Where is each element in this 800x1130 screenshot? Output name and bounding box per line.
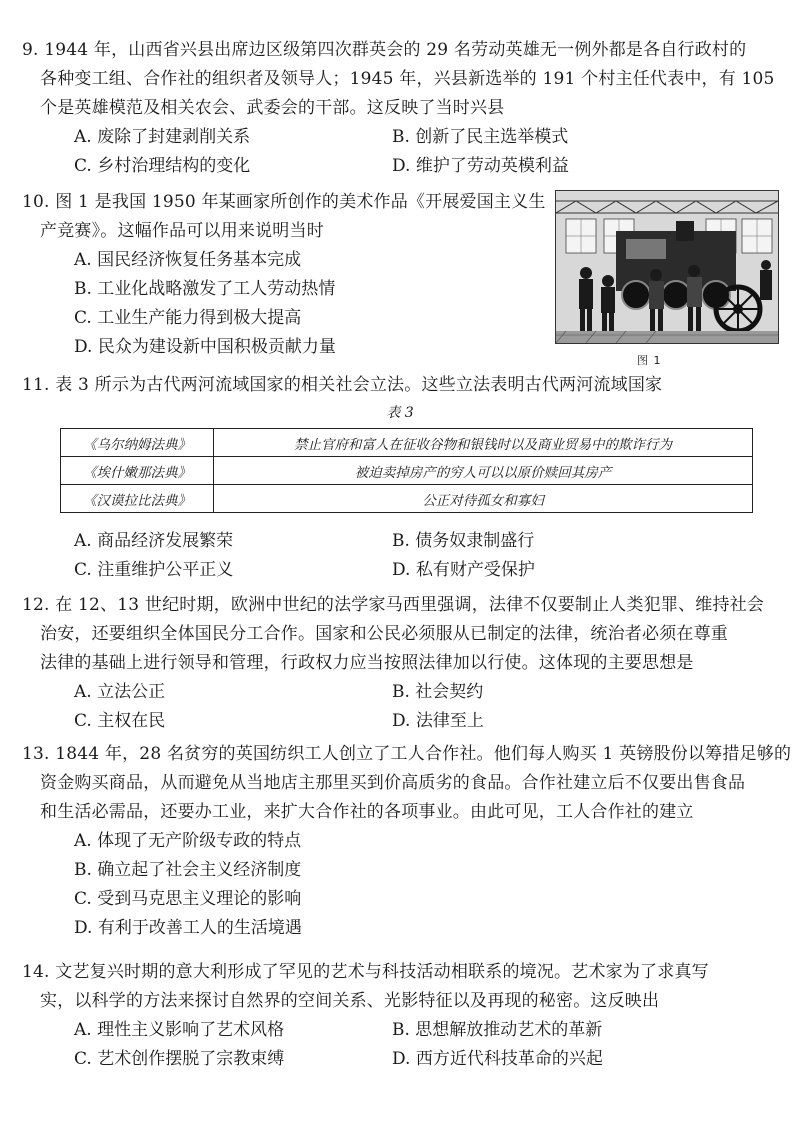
q9-option-c[interactable]: C. 乡村治理结构的变化 xyxy=(74,156,251,176)
question-9 xyxy=(22,36,782,181)
q13-stem-line: 13. 1844 年，28 名贫穷的英国纺织工人创立了工人合作社。他们每人购买 1 英镑股份以筹措足够的 xyxy=(22,744,792,764)
q14-stem-line: 14. 文艺复兴时期的意大利形成了罕见的艺术与科技活动相联系的境况。艺术家为了求真写 xyxy=(22,962,709,982)
q10-stem-line: 产竞赛》。这幅作品可以用来说明当时 xyxy=(40,221,324,241)
table-cell-content: 被迫卖掉房产的穷人可以以原价赎回其房产 xyxy=(214,457,753,485)
table-row xyxy=(61,457,753,485)
question-11 xyxy=(22,371,782,400)
table-cell-law: 《汉谟拉比法典》 xyxy=(61,485,214,513)
q13-stem-line: 资金购买商品，从而避免从当地店主那里买到价高质劣的食品。合作社建立后不仅要出售食品 xyxy=(40,773,746,793)
q10-option-c[interactable]: C. 工业生产能力得到极大提高 xyxy=(74,308,302,328)
q11-options xyxy=(22,527,782,585)
q14-options xyxy=(22,1016,782,1074)
q9-stem-line: 个是英雄模范及相关农会、武委会的干部。这反映了当时兴县 xyxy=(40,98,505,118)
q13-option-a[interactable]: A. 体现了无产阶级专政的特点 xyxy=(74,831,302,851)
q11-option-d[interactable]: D. 私有财产受保护 xyxy=(392,560,535,580)
q13-option-c[interactable]: C. 受到马克思主义理论的影响 xyxy=(74,889,302,909)
q14-option-d[interactable]: D. 西方近代科技革命的兴起 xyxy=(392,1049,603,1069)
q12-option-a[interactable]: A. 立法公正 xyxy=(74,682,166,702)
q10-option-d[interactable]: D. 民众为建设新中国积极贡献力量 xyxy=(74,337,336,357)
table-3-title: 表 3 xyxy=(386,405,414,421)
q10-option-a[interactable]: A. 国民经济恢复任务基本完成 xyxy=(74,250,302,270)
table-cell-content: 禁止官府和富人在征收谷物和银钱时以及商业贸易中的欺诈行为 xyxy=(214,429,753,457)
q14-option-a[interactable]: A. 理性主义影响了艺术风格 xyxy=(74,1020,285,1040)
q12-option-d[interactable]: D. 法律至上 xyxy=(392,711,484,731)
factory-artwork-image xyxy=(555,190,779,344)
q10-stem-line: 10. 图 1 是我国 1950 年某画家所创作的美术作品《开展爱国主义生 xyxy=(22,192,546,212)
q11-option-c[interactable]: C. 注重维护公平正义 xyxy=(74,560,234,580)
table-cell-law: 《乌尔纳姆法典》 xyxy=(61,429,214,457)
table-cell-content: 公正对待孤女和寡妇 xyxy=(214,485,753,513)
question-12 xyxy=(22,591,782,736)
q9-option-a[interactable]: A. 废除了封建剥削关系 xyxy=(74,127,251,147)
table-cell-law: 《埃什嫩那法典》 xyxy=(61,457,214,485)
q14-stem-line: 实，以科学的方法来探讨自然界的空间关系、光影特征以及再现的秘密。这反映出 xyxy=(40,991,660,1011)
table-row xyxy=(61,485,753,513)
q12-stem-line: 治安，还要组织全体国民分工合作。国家和公民必须服从已制定的法律，统治者必须在尊重 xyxy=(40,624,728,644)
q11-options-block xyxy=(22,527,782,585)
q11-stem-line: 11. 表 3 所示为古代两河流域国家的相关社会立法。这些立法表明古代两河流域国家 xyxy=(22,375,663,395)
table-row xyxy=(61,429,753,457)
table-3 xyxy=(60,428,753,513)
q14-option-c[interactable]: C. 艺术创作摆脱了宗教束缚 xyxy=(74,1049,285,1069)
q13-option-d[interactable]: D. 有利于改善工人的生活境遇 xyxy=(74,918,302,938)
q12-stem-line: 12. 在 12、13 世纪时期，欧洲中世纪的法学家马西里强调，法律不仅要制止人类犯罪、维持社会 xyxy=(22,595,765,615)
q9-stem-line: 各种变工组、合作社的组织者及领导人；1945 年，兴县新选举的 191 个村主任代表中，有 105 xyxy=(40,69,775,89)
q9-stem-line: 9. 1944 年，山西省兴县出席边区级第四次群英会的 29 名劳动英雄无一例外都是各自行政村的 xyxy=(22,40,747,60)
q11-option-b[interactable]: B. 债务奴隶制盛行 xyxy=(392,531,535,551)
q9-option-d[interactable]: D. 维护了劳动英模利益 xyxy=(392,156,569,176)
q11-option-a[interactable]: A. 商品经济发展繁荣 xyxy=(74,531,234,551)
q13-option-b[interactable]: B. 确立起了社会主义经济制度 xyxy=(74,860,302,880)
q9-options xyxy=(22,123,782,181)
q12-option-b[interactable]: B. 社会契约 xyxy=(392,682,484,702)
q10-option-b[interactable]: B. 工业化战略激发了工人劳动热情 xyxy=(74,279,336,299)
factory-workers-illustration xyxy=(556,191,778,343)
q13-stem-line: 和生活必需品，还要办工业，来扩大合作社的各项事业。由此可见，工人合作社的建立 xyxy=(40,802,694,822)
q9-option-b[interactable]: B. 创新了民主选举模式 xyxy=(392,127,569,147)
q13-options xyxy=(22,827,782,943)
question-14 xyxy=(22,958,782,1074)
q12-option-c[interactable]: C. 主权在民 xyxy=(74,711,166,731)
question-13 xyxy=(22,740,792,943)
q12-options xyxy=(22,678,782,736)
q14-option-b[interactable]: B. 思想解放推动艺术的革新 xyxy=(392,1020,603,1040)
q12-stem-line: 法律的基础上进行领导和管理，行政权力应当按照法律加以行使。这体现的主要思想是 xyxy=(40,653,694,673)
figure-1-caption: 图 1 xyxy=(637,354,662,367)
